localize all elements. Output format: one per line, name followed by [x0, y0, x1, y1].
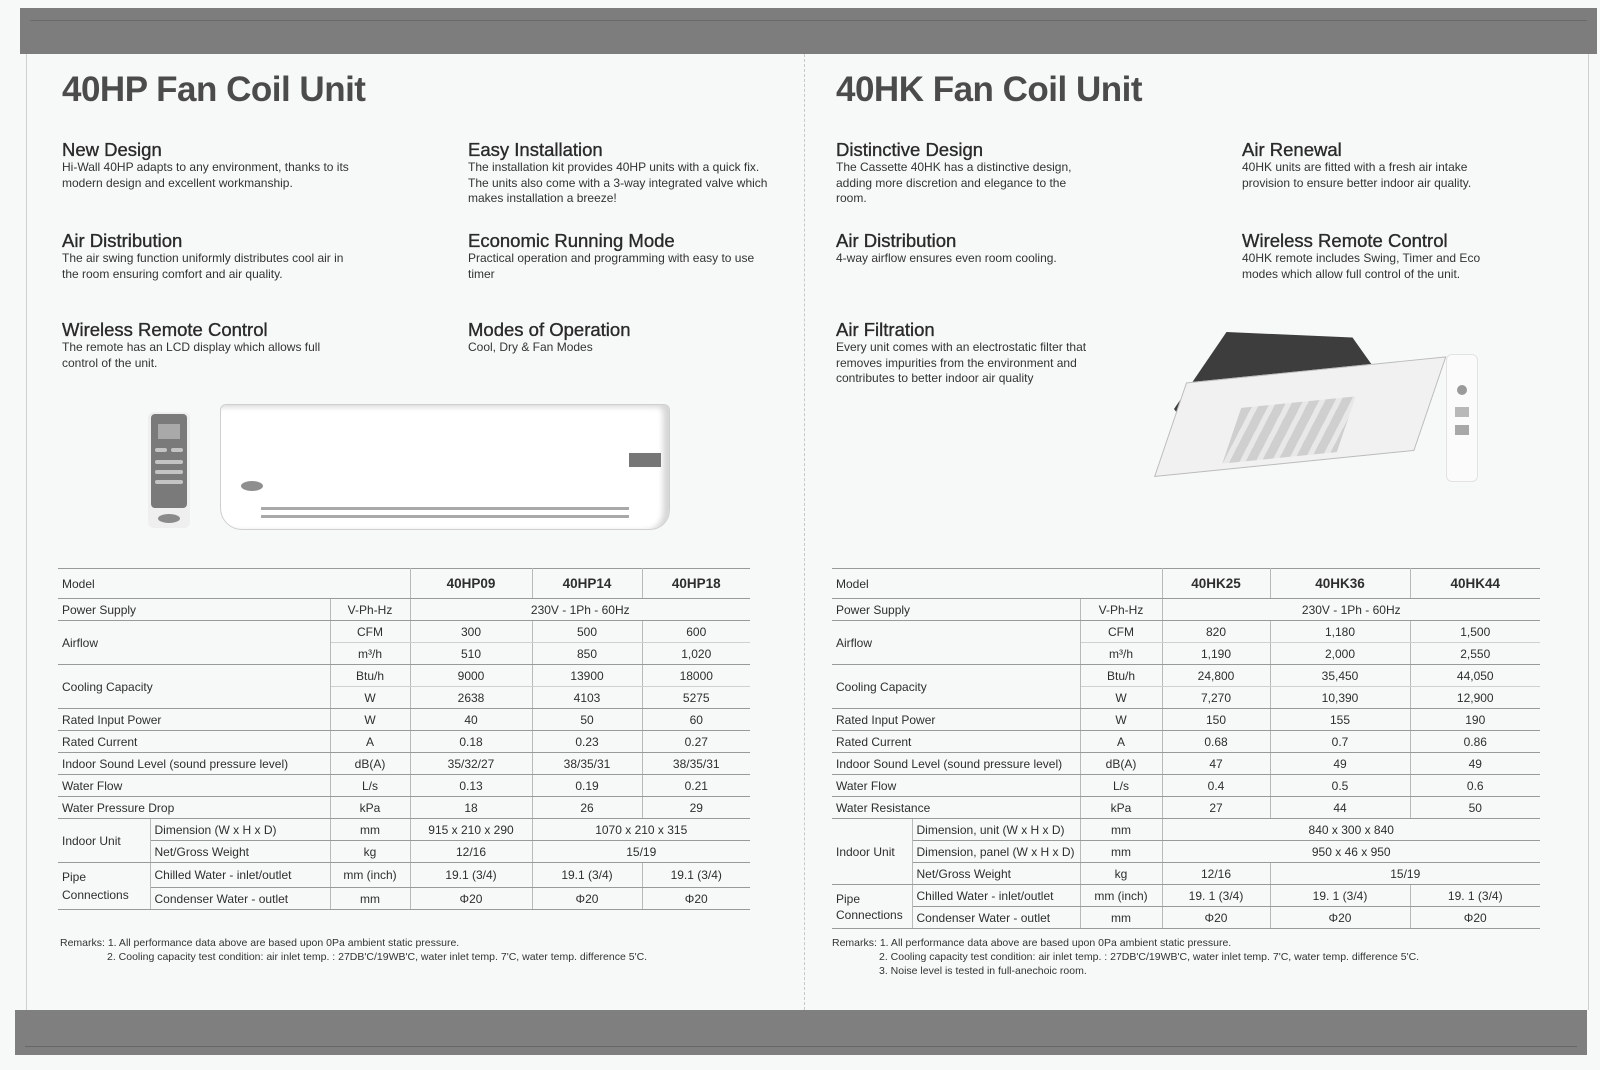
- feature-text: 4-way airflow ensures even room cooling.: [836, 251, 1057, 265]
- feature-economic-running-mode: [468, 231, 768, 282]
- feature-heading: Wireless Remote Control: [62, 319, 268, 340]
- spec-table-40hp: [58, 568, 750, 910]
- table-row: Water Flow L/s 0.4 0.5 0.6: [832, 775, 1540, 797]
- feature-heading: Wireless Remote Control: [1242, 230, 1448, 251]
- table-row: m³/h 510 850 1,020: [58, 643, 750, 665]
- feature-text: The remote has an LCD display which allows full control of the unit.: [62, 340, 321, 370]
- feature-air-renewal: [1242, 140, 1502, 191]
- table-row: Rated Current A 0.68 0.7 0.86: [832, 731, 1540, 753]
- feature-heading: Distinctive Design: [836, 139, 984, 160]
- feature-heading: Economic Running Mode: [468, 230, 675, 251]
- table-row: Net/Gross Weight kg 12/16 15/19: [832, 863, 1540, 885]
- table-row: Condenser Water - outlet mm Φ20 Φ20 Φ20: [832, 907, 1540, 929]
- brand-logo-icon: [158, 514, 180, 523]
- feature-heading: Air Filtration: [836, 319, 935, 340]
- table-row: m³/h 1,190 2,000 2,550: [832, 643, 1540, 665]
- page-edge: [1588, 54, 1589, 1010]
- table-row: W 2638 4103 5275: [58, 687, 750, 709]
- table-row: Indoor Unit Dimension (W x H x D) mm 915 x 210 x 290 1070 x 210 x 315: [58, 819, 750, 841]
- feature-text: Practical operation and programming with easy to use timer: [468, 251, 755, 281]
- model-col: 40HP09: [410, 569, 532, 599]
- feature-heading: Air Distribution: [62, 230, 183, 251]
- table-row: W 7,270 10,390 12,900: [832, 687, 1540, 709]
- remarks: Remarks: 1. All performance data above are based upon 0Pa ambient static pressure. 2. Cooling capacity test condition: air inlet temp. : 27DB'C/19WB'C, water inlet temp. 7'C, water temp. difference 5'C. 3. Noise level is tested in full-anechoic room.: [832, 937, 1420, 977]
- feature-heading: Air Renewal: [1242, 139, 1342, 160]
- feature-modes-of-operation: [468, 320, 768, 356]
- table-row: Airflow CFM 300 500 600: [58, 621, 750, 643]
- feature-wireless-remote: [1242, 231, 1502, 282]
- feature-text: The installation kit provides 40HP units with a quick fix. The units also come with a 3-way integrated valve which makes installation a breeze!: [468, 160, 768, 205]
- table-row: Water Resistance kPa 27 44 50: [832, 797, 1540, 819]
- table-row: Indoor Sound Level (sound pressure level) dB(A) 35/32/27 38/35/31 38/35/31: [58, 753, 750, 775]
- spec-table-40hk: [832, 568, 1540, 929]
- remote-control-image: [1446, 354, 1478, 482]
- feature-text: Hi-Wall 40HP adapts to any environment, thanks to its modern design and excellent workmanship.: [62, 160, 349, 190]
- table-row: Pipe Connections Chilled Water - inlet/outlet mm (inch) 19. 1 (3/4) 19. 1 (3/4) 19. 1 (3/4): [832, 885, 1540, 907]
- table-header-row: Model 40HK25 40HK36 40HK44: [832, 569, 1540, 599]
- feature-easy-installation: [468, 140, 768, 207]
- model-col: 40HK25: [1162, 569, 1270, 599]
- feature-air-distribution: [836, 231, 1136, 267]
- model-col: 40HK36: [1270, 569, 1410, 599]
- table-row: Dimension, panel (W x H x D) mm 950 x 46 x 950: [832, 841, 1540, 863]
- table-row: Indoor Unit Dimension, unit (W x H x D) mm 840 x 300 x 840: [832, 819, 1540, 841]
- table-row: Airflow CFM 820 1,180 1,500: [832, 621, 1540, 643]
- feature-air-filtration: [836, 320, 1106, 387]
- model-col: 40HK44: [1410, 569, 1540, 599]
- panel-40hp: [62, 54, 782, 1010]
- table-row: Water Flow L/s 0.13 0.19 0.21: [58, 775, 750, 797]
- brand-logo-icon: [241, 481, 263, 491]
- remote-control-image: [148, 412, 190, 528]
- page-title: 40HP Fan Coil Unit: [62, 70, 366, 109]
- table-row: Cooling Capacity Btu/h 24,800 35,450 44,050: [832, 665, 1540, 687]
- panel-40hk: [832, 54, 1556, 1010]
- model-col: 40HP14: [532, 569, 642, 599]
- feature-wireless-remote: [62, 320, 332, 371]
- page-title: 40HK Fan Coil Unit: [836, 70, 1143, 109]
- feature-text: Every unit comes with an electrostatic filter that removes impurities from the environment and contributes to better indoor air quality: [836, 340, 1087, 385]
- footer-band: [15, 1010, 1587, 1055]
- table-row: Power Supply V-Ph-Hz 230V - 1Ph - 60Hz: [58, 599, 750, 621]
- feature-text: 40HK units are fitted with a fresh air intake provision to ensure better indoor air quality.: [1242, 160, 1472, 190]
- table-row: Rated Input Power W 150 155 190: [832, 709, 1540, 731]
- cassette-unit-image: [1154, 332, 1414, 482]
- header-band: [20, 8, 1597, 54]
- table-row: Water Pressure Drop kPa 18 26 29: [58, 797, 750, 819]
- feature-heading: Modes of Operation: [468, 319, 631, 340]
- table-row: Indoor Sound Level (sound pressure level) dB(A) 47 49 49: [832, 753, 1540, 775]
- feature-air-distribution: [62, 231, 362, 282]
- page-fold-divider: [804, 54, 805, 1010]
- feature-text: Cool, Dry & Fan Modes: [468, 340, 593, 354]
- feature-text: The air swing function uniformly distributes cool air in the room ensuring comfort and air quality.: [62, 251, 344, 281]
- feature-distinctive-design: [836, 140, 1096, 207]
- table-row: Rated Current A 0.18 0.23 0.27: [58, 731, 750, 753]
- table-row: Power Supply V-Ph-Hz 230V - 1Ph - 60Hz: [832, 599, 1540, 621]
- table-row: Net/Gross Weight kg 12/16 15/19: [58, 841, 750, 863]
- table-row: Condenser Water - outlet mm Φ20 Φ20 Φ20: [58, 888, 750, 910]
- remarks: Remarks: 1. All performance data above are based upon 0Pa ambient static pressure. 2. Cooling capacity test condition: air inlet temp. : 27DB'C/19WB'C, water inlet temp. 7'C, water temp. difference 5'C.: [60, 937, 648, 963]
- feature-text: 40HK remote includes Swing, Timer and Eco modes which allow full control of the unit.: [1242, 251, 1481, 281]
- feature-new-design: [62, 140, 382, 191]
- table-row: Cooling Capacity Btu/h 9000 13900 18000: [58, 665, 750, 687]
- feature-text: The Cassette 40HK has a distinctive design, adding more discretion and elegance to the room.: [836, 160, 1072, 205]
- table-header-row: Model 40HP09 40HP14 40HP18: [58, 569, 750, 599]
- wall-unit-image: [220, 404, 670, 530]
- feature-heading: Air Distribution: [836, 230, 957, 251]
- feature-heading: Easy Installation: [468, 139, 603, 160]
- table-row: Rated Input Power W 40 50 60: [58, 709, 750, 731]
- page-edge: [26, 54, 27, 1010]
- feature-heading: New Design: [62, 139, 162, 160]
- table-row: Pipe Connections Chilled Water - inlet/outlet mm (inch) 19.1 (3/4) 19.1 (3/4) 19.1 (3/4): [58, 863, 750, 888]
- model-col: 40HP18: [642, 569, 750, 599]
